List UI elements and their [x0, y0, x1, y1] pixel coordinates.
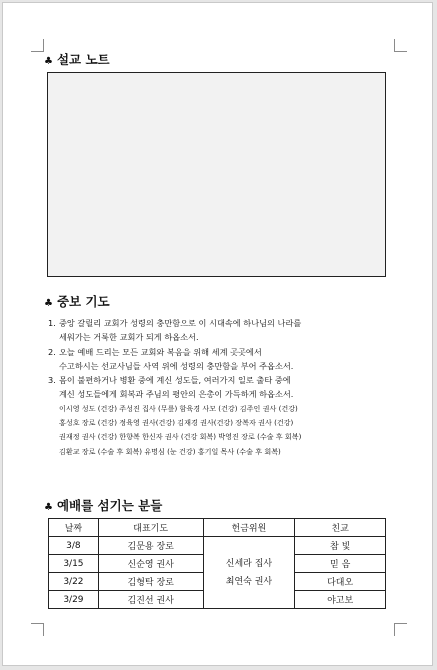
- column-header-date: 날짜: [49, 519, 99, 537]
- column-header-prayer: 대표기도: [98, 519, 203, 537]
- margin-corner-bottom-right: [394, 623, 407, 636]
- margin-corner-bottom-left: [31, 623, 44, 636]
- offering-cell: [203, 537, 295, 609]
- sermon-note-box[interactable]: [47, 72, 386, 277]
- intercession-title: 중보 기도: [56, 294, 110, 309]
- margin-corner-top-left: [31, 39, 44, 52]
- column-header-fellowship: 친교: [295, 519, 386, 537]
- offering-name: 신세라 집사: [225, 558, 273, 569]
- table-header-row: [49, 519, 386, 537]
- intercession-list: [48, 316, 388, 459]
- sermon-note-title: 설교 노트: [56, 52, 110, 67]
- fellowship-cell: 다대오: [295, 573, 386, 591]
- margin-corner-top-right: [394, 39, 407, 52]
- fellowship-cell: 믿 음: [295, 555, 386, 573]
- club-icon: ♣: [44, 298, 53, 309]
- servants-table: [48, 518, 386, 609]
- club-icon: ♣: [44, 502, 53, 513]
- prayer-item-2: [48, 345, 388, 359]
- club-icon: ♣: [44, 56, 53, 67]
- prayer-line: 수고하시는 선교사님들 사역 위에 성령의 충만함을 부어 주옵소서.: [59, 360, 294, 371]
- date-cell: 3/22: [49, 573, 99, 591]
- prayer-names-line: 이시영 성도 (건강) 주성진 집사 (무릎) 함육경 사모 (건강) 김주인 권사 (건강): [59, 403, 298, 413]
- servants-title: 예배를 섬기는 분들: [56, 498, 163, 513]
- prayer-cell: 김형탁 장로: [98, 573, 203, 591]
- prayer-line: 계신 성도들에게 회복과 주님의 평안의 은총이 가득하게 하옵소서.: [59, 389, 294, 400]
- servants-heading: [44, 498, 162, 516]
- prayer-cell: 김진선 권사: [98, 591, 203, 609]
- prayer-number: 3.: [48, 375, 56, 386]
- prayer-number: 2.: [48, 346, 56, 357]
- fellowship-cell: 야고보: [295, 591, 386, 609]
- prayer-cell: 신순영 권사: [98, 555, 203, 573]
- prayer-number: 1.: [48, 318, 56, 328]
- date-cell: 3/8: [49, 537, 99, 555]
- prayer-names-line: 홍성호 장로 (건강) 정육영 권사(건강) 김재경 권사(건강) 장복자 권사 (건강): [59, 418, 294, 428]
- intercession-heading: [44, 294, 110, 312]
- prayer-line: 오늘 예배 드리는 모든 교회와 복음을 위해 세계 곳곳에서: [59, 346, 262, 357]
- prayer-line: 중앙 갈릴리 교회가 성령의 충만함으로 이 시대속에 하나님의 나라를: [59, 318, 302, 328]
- prayer-names-line: 김환교 장로 (수술 후 회복) 유명심 (눈 건강) 홍기일 목사 (수술 후 회복): [59, 446, 281, 456]
- prayer-line: 세워가는 거룩한 교회가 되게 하옵소서.: [59, 332, 199, 343]
- date-cell: 3/15: [49, 555, 99, 573]
- sermon-note-heading: [44, 52, 110, 70]
- table-row: [49, 537, 386, 555]
- prayer-item-3: [48, 373, 388, 387]
- offering-name: 최연숙 권사: [225, 576, 273, 587]
- column-header-offering: 헌금위원: [203, 519, 295, 537]
- prayer-line: 몸이 불편하거나 병환 중에 계신 성도들, 여러가지 일로 출타 중에: [59, 375, 291, 386]
- fellowship-cell: 참 빛: [295, 537, 386, 555]
- prayer-names-line: 권재정 권사 (건강) 한향복 한신자 권사 (건강 회복) 박영진 장로 (수술 후 회복): [59, 432, 302, 442]
- date-cell: 3/29: [49, 591, 99, 609]
- prayer-item-1: [48, 316, 388, 330]
- prayer-cell: 김문용 장로: [98, 537, 203, 555]
